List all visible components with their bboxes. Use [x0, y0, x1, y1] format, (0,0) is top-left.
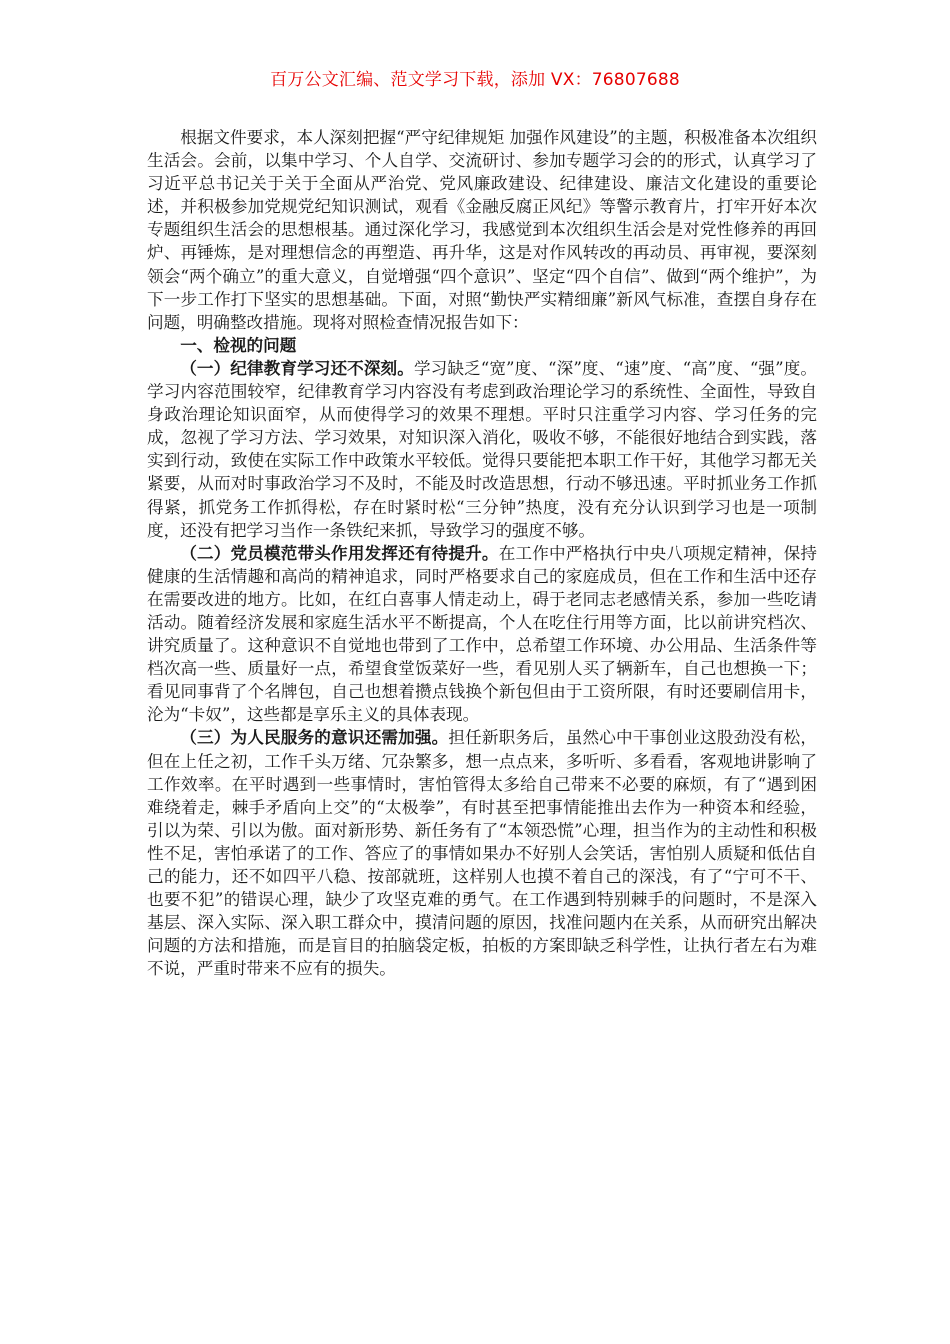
- issue-paragraph-3: [147, 726, 817, 980]
- document-body: [147, 126, 817, 980]
- issue-title-2: （二）党员模范带头作用发挥还有待提升。: [180, 542, 499, 563]
- issue-title-1: （一）纪律教育学习还不深刻。: [180, 357, 414, 378]
- section-heading: 一、检视的问题: [180, 334, 297, 355]
- header-banner: 百万公文汇编、范文学习下载，添加 VX：76807688: [270, 70, 680, 90]
- issue-body-2: 在工作中严格执行中央八项规定精神，保持健康的生活情趣和高尚的精神追求，同时严格要求自己的家庭成员，但在工作和生活中还存在需要改进的地方。比如，在红白喜事人情走动上，碍于老同志老感情关系，参加一些吃请活动。随着经济发展和家庭生活水平不断提高，个人在吃住行用等方面，比以前讲究档次、讲究质量了。这种意识不自觉地也带到了工作中，总希望工作环境、办公用品、生活条件等档次高一些、质量好一点，希望食堂饭菜好一些，看见别人买了辆新车，自己也想换一下；看见同事背了个名牌包，自己也想着攒点钱换个新包但由于工资所限，有时还要刷信用卡，沦为“卡奴”，这些都是享乐主义的具体表现。: [147, 543, 818, 725]
- issue-title-3: （三）为人民服务的意识还需加强。: [180, 727, 449, 748]
- issue-body-3: 担任新职务后，虽然心中干事创业这股劲没有松，但在上任之初，工作千头万绪、冗杂繁多，想一点点来，多听听、多看看，客观地讲影响了工作效率。在平时遇到一些事情时，害怕管得太多给自己带来不必要的麻烦，有了“遇到困难绕着走，棘手矛盾向上交”的“太极拳”，有时甚至把事情能推出去作为一种资本和经验，引以为荣、引以为傲。面对新形势、新任务有了“本领恐慌”心理，担当作为的主动性和积极性不足，害怕承诺了的工作、答应了的事情如果办不好别人会笑话，害怕别人质疑和低估自己的能力，还不如四平八稳、按部就班，这样别人也摸不着自己的深浅，有了“宁可不干、也要不犯”的错误心理，缺少了攻坚克难的勇气。在工作遇到特别棘手的问题时，不是深入基层、深入实际、深入职工群众中，摸清问题的原因，找准问题内在关系，从而研究出解决问题的方法和措施，而是盲目的拍脑袋定板，拍板的方案即缺乏科学性，让执行者左右为难不说，严重时带来不应有的损失。: [147, 728, 817, 979]
- issue-body-1: 学习缺乏“宽”度、“深”度、“速”度、“高”度、“强”度。学习内容范围较窄，纪律教育学习内容没有考虑到政治理论学习的系统性、全面性，导致自身政治理论知识面窄，从而使得学习的效果不理想。平时只注重学习内容、学习任务的完成，忽视了学习方法、学习效果，对知识深入消化，吸收不够，不能很好地结合到实践，落实到行动，致使在实际工作中政策水平较低。觉得只要能把本职工作干好，其他学习都无关紧要，从而对时事政治学习不及时，不能及时改造思想，行动不够迅速。平时抓业务工作抓得紧，抓党务工作抓得松，存在时紧时松“三分钟”热度，没有充分认识到学习也是一项制度，还没有把学习当作一条铁纪来抓，导致学习的强度不够。: [147, 358, 817, 540]
- issue-paragraph-2: [147, 542, 817, 727]
- intro-paragraph: 根据文件要求，本人深刻把握“严守纪律规矩 加强作风建设”的主题，积极准备本次组织生活会。会前，以集中学习、个人自学、交流研讨、参加专题学习会的的形式，认真学习了习近平总书记关于关于全面从严治党、党风廉政建设、纪律建设、廉洁文化建设的重要论述，并积极参加党规党纪知识测试，观看《金融反腐正风纪》等警示教育片，打牢开好本次专题组织生活会的思想根基。通过深化学习，我感觉到本次组织生活会是对党性修养的再回炉、再锤炼，是对理想信念的再塑造、再升华，这是对作风转改的再动员、再审视，要深刻领会“两个确立”的重大意义，自觉增强“四个意识”、坚定“四个自信”、做到“两个维护”，为下一步工作打下坚实的思想基础。下面，对照“勤快严实精细廉”新风气标准，查摆自身存在问题，明确整改措施。现将对照检查情况报告如下：: [147, 128, 817, 332]
- issue-paragraph-1: [147, 357, 817, 542]
